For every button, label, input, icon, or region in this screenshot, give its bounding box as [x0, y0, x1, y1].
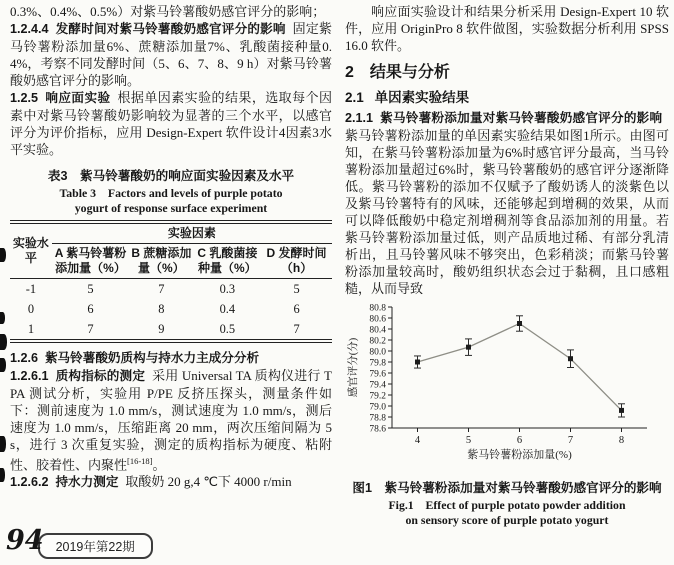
svg-text:79.8: 79.8: [369, 358, 386, 369]
table-column-header: C 乳酸菌接种量（%）: [194, 244, 262, 279]
table-caption-en-line1: Table 3 Factors and levels of purple potato: [59, 186, 283, 200]
section-body: 根据单因素实验的结果，选取每个因素中对紫马铃薯酸奶影响较为显著的三个水平，以感官评分为评价指标，应用 Design-Expert 软件设计4因素3水平实验。: [10, 90, 332, 157]
table-caption-zh: 表3 紫马铃薯酸奶的响应面实验因素及水平: [47, 169, 295, 183]
section-1-2-4-4: [10, 20, 332, 89]
svg-text:4: 4: [414, 435, 421, 446]
section-body-tail: 。: [152, 457, 166, 473]
heading-results: [345, 59, 669, 82]
table-column-header: B 蔗糖添加量（%）: [129, 244, 193, 279]
heading-title: 结果与分析: [369, 64, 450, 81]
table-cell: 0.4: [219, 301, 236, 316]
citation-reference: [16-18]: [127, 456, 153, 466]
table-row: [10, 299, 332, 319]
section-1-2-6-2: [10, 473, 332, 491]
section-body: 采用 Universal TA 质构仪进行 TPA 测试分析，实验用 P/PE 反挤压探头，测量条件如下：测前速度为 1.0 mm/s，测试速度为 1.0 mm/s，测后速度为 1.0 mm/s，压缩距离 20 mm，两次压缩间隔为 5 s，进行 3 次重复实验，测定的质构指标为硬度、粘附性、胶着性、内聚性: [10, 368, 332, 473]
svg-text:79.4: 79.4: [369, 380, 386, 391]
figure-caption-zh: 图1 紫马铃薯粉添加量对紫马铃薯酸奶感官评分的影响: [352, 481, 662, 495]
section-number: 1.2.6.1: [10, 369, 49, 383]
continued-paragraph: [10, 3, 332, 20]
svg-text:80.0: 80.0: [369, 347, 386, 358]
section-1-2-6: [10, 349, 332, 367]
section-title: 紫马铃薯粉添加量对紫马铃薯酸奶感官评分的影响: [379, 111, 663, 125]
section-title: 质构指标的测定: [55, 369, 146, 383]
scan-artifact: [0, 358, 6, 372]
section-number: 1.2.4.4: [10, 22, 49, 36]
section-title: 发酵时间对紫马铃薯酸奶感官评分的影响: [55, 22, 286, 36]
table-cell: 7: [293, 321, 300, 336]
heading-title: 单因素实验结果: [374, 90, 470, 105]
paragraph-text: 0.3%、0.4%、0.5%）对紫马铃薯酸奶感官评分的影响；: [10, 4, 326, 19]
right-column: [345, 3, 669, 528]
section-number: 1.2.5: [10, 91, 39, 105]
scan-artifact: [0, 248, 6, 262]
heading-single-factor: [345, 86, 669, 106]
svg-text:80.4: 80.4: [369, 325, 386, 336]
svg-text:80.6: 80.6: [369, 314, 386, 325]
table-cell: 0.5: [219, 321, 236, 336]
svg-text:6: 6: [516, 435, 523, 446]
scan-artifact: [0, 468, 5, 482]
page-number: 94: [6, 525, 44, 556]
section-number: 1.2.6: [10, 351, 39, 365]
svg-text:79.6: 79.6: [369, 369, 386, 380]
section-1-2-6-1: [10, 367, 332, 473]
section-2-1-1: [345, 109, 669, 297]
table-cell: 0.3: [219, 281, 236, 296]
svg-text:感官评分(分): 感官评分(分): [348, 337, 359, 398]
section-body: 紫马铃薯粉添加量的单因素实验结果如图1所示。由图可知，在紫马铃薯粉添加量为6%时感官评分最高，当马铃薯粉添加量超过6%时，紫马铃薯酸奶的感官评分逐渐降低。紫马铃薯粉的添加不仅赋予了酸奶诱人的淡紫色以及紫马铃薯特有的风味，还能够起到增稠的效果，从而可以降低酸奶中稳定剂增稠剂等食品添加剂的用量。若紫马铃薯粉添加量过低，则产品质地过稀、有部分乳清析出，且马铃薯风味不够突出，色彩稍淡；而紫马铃薯粉添加量较高时，酸奶组织状态会过于黏稠，且口感粗糙，从而导致: [345, 128, 669, 296]
factors-levels-table: [10, 220, 332, 343]
section-number: 1.2.6.2: [10, 475, 49, 490]
table-row: [10, 319, 332, 341]
table-cell: 5: [293, 281, 300, 296]
issue-badge: 2019年第22期: [38, 533, 153, 559]
paragraph-software: [345, 3, 669, 54]
table-cell: 7: [87, 321, 94, 336]
table-caption-en-line2: yogurt of response surface experiment: [74, 201, 268, 215]
section-title: 持水力测定: [55, 475, 119, 490]
svg-text:7: 7: [567, 435, 574, 446]
svg-text:79.0: 79.0: [369, 402, 386, 413]
table-header-level: 实验水平: [10, 222, 52, 279]
table-cell: -1: [25, 281, 37, 296]
table-header-group: 实验因素: [52, 222, 332, 244]
table-cell: 6: [293, 301, 300, 316]
table-row: [10, 279, 332, 300]
sensory-score-line-chart: [345, 300, 659, 468]
section-body: 固定紫马铃薯粉添加量6%、蔗糖添加量7%、乳酸菌接种量0.4%，考察不同发酵时间（5、6、7、8、9 h）对紫马铃薯酸奶感官评分的影响。: [10, 21, 332, 88]
scan-artifact: [0, 334, 7, 350]
figure-caption-en-line2: on sensory score of purple potato yogurt: [405, 513, 609, 527]
scan-artifact: [0, 436, 6, 452]
svg-text:8: 8: [618, 435, 625, 446]
figure-1: [345, 300, 669, 528]
page-footer: [6, 527, 153, 559]
section-number: 2.1.1: [345, 111, 374, 125]
scan-artifact: [0, 312, 5, 324]
section-body: 取酸奶 20 g,4 ℃下 4000 r/min: [125, 474, 292, 490]
section-1-2-5: [10, 89, 332, 158]
table-cell: 1: [27, 321, 35, 336]
table-column-header: D 发酵时间（h）: [261, 244, 332, 279]
table-cell: 7: [158, 281, 165, 296]
svg-text:80.8: 80.8: [369, 303, 386, 314]
left-column: [10, 3, 332, 491]
paragraph-text: 响应面实验设计和结果分析采用 Design-Expert 10 软件，应用 OriginPro 8 软件做图，实验数据分析利用 SPSS 16.0 软件。: [345, 4, 669, 53]
heading-number: 2.1: [345, 90, 364, 105]
svg-text:78.8: 78.8: [369, 413, 386, 424]
svg-text:紫马铃薯粉添加量(%): 紫马铃薯粉添加量(%): [467, 449, 572, 461]
figure-caption-en-line1: Fig.1 Effect of purple potato powder addition: [388, 498, 626, 512]
svg-text:80.2: 80.2: [369, 336, 386, 347]
table-caption-en: [10, 186, 332, 216]
section-title: 紫马铃薯酸奶质构与持水力主成分分析: [44, 351, 260, 365]
table-cell: 5: [87, 281, 94, 296]
table-cell: 8: [158, 301, 165, 316]
section-title: 响应面实验: [44, 91, 111, 105]
heading-number: 2: [345, 64, 354, 81]
table-cell: 9: [158, 321, 165, 336]
svg-text:5: 5: [465, 435, 472, 446]
table-cell: 6: [87, 301, 94, 316]
table-cell: 0: [27, 301, 35, 316]
table-column-header: A 紫马铃薯粉添加量（%）: [52, 244, 129, 279]
figure-caption-en: [345, 498, 669, 528]
svg-text:78.6: 78.6: [369, 424, 386, 435]
svg-text:79.2: 79.2: [369, 391, 386, 402]
